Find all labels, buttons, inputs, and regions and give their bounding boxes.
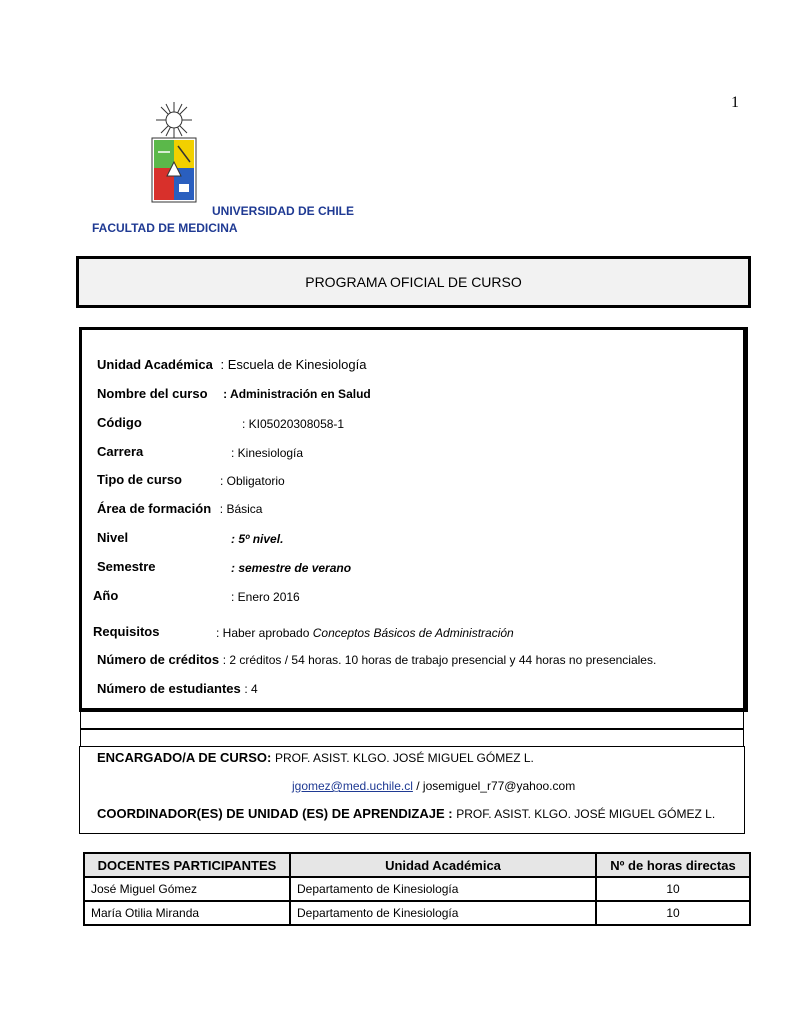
university-name: UNIVERSIDAD DE CHILE <box>212 204 355 218</box>
col-header: DOCENTES PARTICIPANTES <box>84 853 290 877</box>
docentes-table <box>83 852 751 926</box>
table-row <box>84 877 750 901</box>
table-cell: Departamento de Kinesiología <box>290 877 596 901</box>
field-label: Requisitos <box>93 624 160 639</box>
field-semestre <box>97 559 156 574</box>
field-value: : 5º nivel. <box>231 532 284 546</box>
email-link[interactable]: jgomez@med.uchile.cl <box>292 779 413 793</box>
field-label: Semestre <box>97 559 156 574</box>
field-label: Carrera <box>97 444 144 459</box>
field-value: : Enero 2016 <box>231 590 300 604</box>
field-carrera <box>97 444 143 459</box>
field-nivel <box>97 530 128 545</box>
field-value: : 2 créditos / 54 horas. 10 horas de trabajo presencial y 44 horas no presenciales. <box>222 653 657 667</box>
field-value: : Kinesiología <box>231 446 304 460</box>
field-value: : Escuela de Kinesiología <box>220 357 367 372</box>
email-separator: / <box>412 779 423 793</box>
faculty-name: FACULTAD DE MEDICINA <box>92 221 238 235</box>
encargado-value: PROF. ASIST. KLGO. JOSÉ MIGUEL GÓMEZ L. <box>274 751 534 765</box>
field-codigo <box>97 415 142 430</box>
field-label: Nombre del curso <box>97 386 208 401</box>
field-value: : Básica <box>219 502 263 516</box>
encargado-label: ENCARGADO/A DE CURSO: <box>97 750 272 765</box>
field-label: Año <box>93 588 119 603</box>
field-value: : Obligatorio <box>220 474 285 488</box>
requisitos-prefix: : Haber aprobado <box>216 626 313 640</box>
empty-row <box>80 711 744 729</box>
empty-row <box>80 729 744 746</box>
field-label: Número de créditos <box>97 652 220 667</box>
field-label: Área de formación <box>97 501 212 516</box>
field-value <box>216 626 514 640</box>
university-crest-logo <box>148 100 200 204</box>
field-label: Unidad Académica <box>97 357 213 372</box>
table-cell: 10 <box>596 901 750 925</box>
field-value: : KI05020308058-1 <box>242 417 345 431</box>
email-alt: josemiguel_r77@yahoo.com <box>422 779 576 793</box>
field-nombre <box>97 386 371 401</box>
page-title-box <box>76 256 751 308</box>
field-unidad <box>97 357 366 372</box>
coordinador-line <box>97 806 715 821</box>
coordinador-value: PROF. ASIST. KLGO. JOSÉ MIGUEL GÓMEZ L. <box>456 807 716 821</box>
field-requisitos <box>93 624 159 639</box>
field-value: : semestre de verano <box>231 561 352 575</box>
field-ano <box>93 588 118 603</box>
page-number: 1 <box>731 94 739 111</box>
field-creditos <box>97 652 656 667</box>
encargado-line <box>97 750 534 765</box>
field-label: Número de estudiantes <box>97 681 241 696</box>
field-label: Nivel <box>97 530 129 545</box>
field-tipo <box>97 472 182 487</box>
table-header-row <box>84 853 750 877</box>
col-header: Unidad Académica <box>290 853 596 877</box>
page-title: PROGRAMA OFICIAL DE CURSO <box>305 274 522 290</box>
field-label: Tipo de curso <box>97 472 182 487</box>
table-cell: José Miguel Gómez <box>84 877 290 901</box>
field-area <box>97 501 262 516</box>
contact-emails <box>292 779 575 793</box>
table-cell: 10 <box>596 877 750 901</box>
table-cell: María Otilia Miranda <box>84 901 290 925</box>
table-row <box>84 901 750 925</box>
coordinador-label: COORDINADOR(ES) DE UNIDAD (ES) DE APRENDIZAJE : <box>97 806 453 821</box>
field-label: Código <box>97 415 142 430</box>
table-cell: Departamento de Kinesiología <box>290 901 596 925</box>
field-value: : 4 <box>244 682 258 696</box>
col-header: Nº de horas directas <box>596 853 750 877</box>
requisitos-course: Conceptos Básicos de Administración <box>312 626 514 640</box>
field-estudiantes <box>97 681 258 696</box>
field-value: : Administración en Salud <box>223 387 371 401</box>
